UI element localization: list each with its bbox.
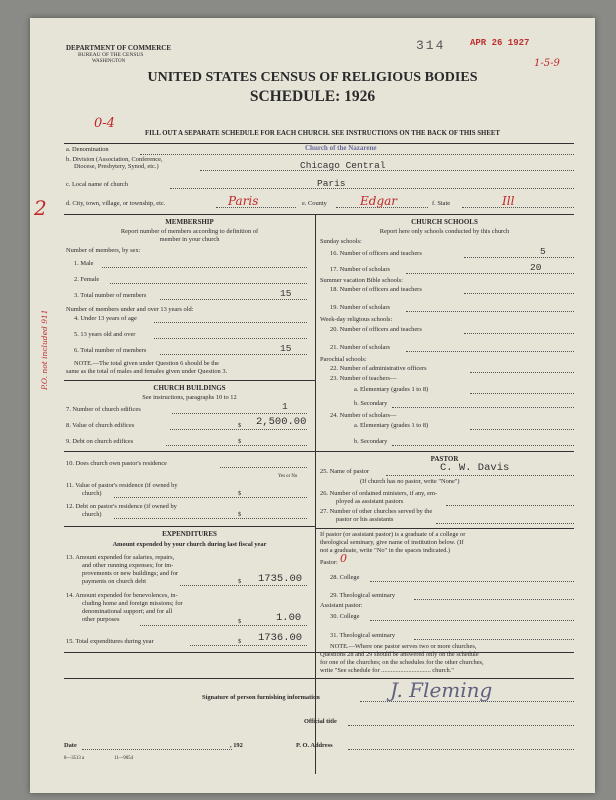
membership-intro-1: Report number of members according to definition of (120, 228, 259, 235)
pastor-heading: PASTOR (430, 455, 459, 463)
q26-line (446, 505, 574, 506)
q11-line (114, 497, 307, 498)
q24b-label: b. Secondary (354, 438, 388, 445)
q14-label-2: cluding home and foreign missions; for (82, 600, 183, 607)
bottom-section-rule (64, 652, 574, 653)
date-line (82, 749, 232, 750)
stamp-date: APR 26 1927 (470, 38, 530, 48)
q16-line (464, 257, 574, 258)
q9-dollar: $ (238, 438, 242, 445)
bureau-label: BUREAU OF THE CENSUS (78, 52, 144, 58)
q27-line (436, 523, 574, 524)
pastor-note-2: Questions 28 and 29 should be answered only on the schedule (320, 651, 479, 658)
pastor-note-1: NOTE.—Where one pastor serves two or more churches, (330, 643, 477, 650)
schools-rule (315, 451, 574, 452)
q14-dollar: $ (238, 618, 242, 625)
q30-line (370, 620, 574, 621)
county-label: e. County (302, 200, 327, 207)
q13-label-3: provements or new buildings; and for (82, 570, 179, 577)
column-divider (315, 214, 316, 774)
graduate-note-1: If pastor (or assistant pastor) is a graduate of a college or (320, 531, 466, 538)
q23b-line (392, 407, 574, 408)
parochial-label: Parochial schools: (320, 356, 367, 363)
city-label: WASHINGTON (92, 59, 126, 64)
q17-label: 17. Number of scholars (330, 266, 390, 273)
date-label: Date (64, 742, 77, 749)
red-mark: 0-4 (94, 116, 115, 131)
schools-heading: CHURCH SCHOOLS (411, 218, 478, 226)
graduate-note-2: theological seminary, give name of institution below. (If (320, 539, 464, 546)
q18-line (464, 293, 574, 294)
footer-rule (64, 678, 574, 679)
q23a-label: a. Elementary (grades 1 to 8) (354, 386, 429, 393)
membership-note-1: NOTE.—The total given under Question 6 should be the (74, 360, 220, 367)
q17-line (406, 273, 574, 274)
q24a-line (470, 429, 574, 430)
q12-dollar: $ (238, 511, 242, 518)
q11-dollar: $ (238, 490, 242, 497)
local-name-label: c. Local name of church (66, 181, 128, 188)
division-line (200, 170, 574, 171)
q14-label-3: denominational support; and for all (82, 608, 173, 615)
q18-label: 18. Number of officers and teachers (330, 286, 422, 293)
q13-label-1: 13. Amount expended for salaries, repairs, (66, 554, 175, 561)
form-number: 8—3513 a (64, 756, 85, 761)
state-line (462, 207, 574, 208)
q13-line (180, 585, 307, 586)
q2-label: 2. Female (74, 276, 100, 283)
stamp-number: 314 (416, 38, 446, 53)
buildings-mid-rule (64, 451, 315, 452)
form-instruction: FILL OUT A SEPARATE SCHEDULE FOR EACH CHURCH. SEE INSTRUCTIONS ON THE BACK OF THIS SHEET (145, 130, 500, 137)
q25-value: C. W. Davis (440, 462, 510, 474)
summer-label: Summer vacation Bible schools: (320, 277, 403, 284)
q15-label: 15. Total expenditures during year (66, 638, 154, 645)
buildings-heading: CHURCH BUILDINGS (153, 384, 226, 392)
local-name-value: Paris (317, 178, 346, 189)
q14-label-1: 14. Amount expended for benevolences, in- (66, 592, 178, 599)
graduate-note-3: not a graduate, write "No" in the spaces indicated.) (320, 547, 451, 554)
pastor-note-4: write "See schedule for ............................... church." (320, 667, 454, 674)
q25-label: 25. Name of pastor (320, 468, 369, 475)
q24a-label: a. Elementary (grades 1 to 8) (354, 422, 429, 429)
q10-label: 10. Does church own pastor's residence (66, 460, 167, 467)
q11-label-1: 11. Value of pastor's residence (if owned by (66, 482, 178, 489)
pastor-mark: 0 (340, 552, 347, 565)
po-address-label: P. O. Address (296, 742, 333, 749)
membership-rule (64, 380, 315, 381)
q5-label: 5. 13 years old and over (74, 331, 136, 338)
q15-dollar: $ (238, 638, 242, 645)
q13-dollar: $ (238, 578, 242, 585)
q4-label: 4. Under 13 years of age (74, 315, 137, 322)
q21-line (406, 351, 574, 352)
stamp-marks: 1-5-9 (534, 58, 560, 69)
q27-label-1: 27. Number of other churches served by the (320, 508, 433, 515)
official-title-label: Official title (304, 718, 337, 725)
q6-line (160, 354, 307, 355)
pastor-note-3: for one of the churches; on the schedules for the other churches, (320, 659, 484, 666)
q9-line (166, 445, 307, 446)
q15-value: 1736.00 (258, 632, 303, 644)
year-suffix: , 192 (230, 742, 243, 749)
q25-line (386, 475, 574, 476)
yes-no-hint: Yes or No (278, 474, 298, 479)
q17-value: 20 (530, 262, 542, 273)
denomination-line (140, 154, 574, 155)
q7-value: 1 (282, 401, 288, 412)
q21-label: 21. Number of scholars (330, 344, 390, 351)
q13-label-2: and other running expenses; for im- (82, 562, 174, 569)
signature: J. Fleming (390, 678, 493, 702)
local-name-line (170, 188, 574, 189)
signature-label: Signature of person furnishing information (202, 694, 320, 701)
q4-line (154, 322, 307, 323)
q3-line (160, 299, 307, 300)
q12-line (114, 518, 307, 519)
q27-label-2: pastor or his assistants (336, 516, 394, 523)
official-title-line (348, 725, 574, 726)
q15-line (190, 645, 307, 646)
membership-intro-2: member in your church (159, 236, 220, 243)
q1-line (102, 267, 307, 268)
buildings-rule (64, 526, 315, 527)
q13-value: 1735.00 (258, 573, 303, 585)
state-label: f. State (432, 200, 451, 207)
q12-label-1: 12. Debt on pastor's residence (if owned by (66, 503, 177, 510)
margin-note: P.O. not included 911 (40, 309, 49, 390)
state-value: Ill (502, 194, 515, 208)
assistant-label: Assistant pastor: (320, 602, 363, 609)
q16-label: 16. Number of officers and teachers (330, 250, 422, 257)
city-value: Paris (228, 194, 259, 208)
membership-note-2: same as the total of males and females given under Question 3. (66, 368, 228, 375)
division-value: Chicago Central (300, 160, 386, 171)
schedule-title: SCHEDULE: 1926 (249, 88, 376, 105)
po-address-line (348, 749, 574, 750)
section-rule-top (64, 214, 574, 215)
county-value: Edgar (360, 194, 398, 208)
q28-line (370, 581, 574, 582)
pastor-sub-label: Pastor: (320, 559, 338, 566)
q29-line (414, 599, 574, 600)
q23b-label: b. Secondary (354, 400, 388, 407)
q26-label-1: 26. Number of ordained ministers, if any, em- (320, 490, 438, 497)
q22-label: 22. Number of administrative officers (330, 365, 427, 372)
expenditures-heading: EXPENDITURES (162, 530, 217, 538)
q22-line (470, 372, 574, 373)
q1-label: 1. Male (74, 260, 94, 267)
membership-heading: MEMBERSHIP (165, 218, 214, 226)
by-sex-label: Number of members, by sex: (66, 247, 141, 254)
q14-label-4: other purposes (82, 616, 120, 623)
q16-value: 5 (540, 246, 546, 257)
q20-label: 20. Number of officers and teachers (330, 326, 422, 333)
q9-label: 9. Debt on church edifices (66, 438, 134, 445)
q5-line (154, 338, 307, 339)
q13-label-4: payments on church debt (82, 578, 147, 585)
q19-label: 19. Number of scholars (330, 304, 390, 311)
q8-label: 8. Value of church edifices (66, 422, 135, 429)
q3-value: 15 (280, 288, 292, 299)
q29-label: 29. Theological seminary (330, 592, 396, 599)
q7-line (172, 413, 307, 414)
q25-note: (If church has no pastor, write "None") (360, 478, 460, 485)
q31-label: 31. Theological seminary (330, 632, 396, 639)
q8-value: 2,500.00 (256, 416, 307, 428)
q19-line (406, 311, 574, 312)
q24-label: 24. Number of scholars— (330, 412, 397, 419)
margin-number: 2 (34, 196, 47, 220)
q12-label-2: church) (82, 511, 102, 518)
q10-line (220, 467, 307, 468)
q8-line (170, 429, 307, 430)
denomination-value: Church of the Nazarene (305, 144, 377, 152)
q20-line (464, 333, 574, 334)
q6-label: 6. Total number of members (74, 347, 147, 354)
division-label-2: Diocese, Presbytery, Synod, etc.) (74, 163, 159, 170)
q23-label: 23. Number of teachers— (330, 375, 397, 382)
q30-label: 30. College (330, 613, 360, 620)
q14-value: 1.00 (276, 612, 302, 624)
q3-label: 3. Total number of members (74, 292, 147, 299)
schools-intro: Report here only schools conducted by this church (379, 228, 510, 235)
q14-line (140, 625, 307, 626)
q28-label: 28. College (330, 574, 360, 581)
buildings-sub: See instructions, paragraphs 10 to 12 (142, 394, 237, 401)
city-label-field: d. City, town, village, or township, etc. (66, 200, 166, 207)
q31-line (414, 639, 574, 640)
sunday-label: Sunday schools: (320, 238, 362, 245)
pastor-rule (315, 528, 574, 529)
age-intro: Number of members under and over 13 years old: (66, 306, 194, 313)
weekday-label: Week-day religious schools: (320, 316, 393, 323)
q23a-line (470, 393, 574, 394)
print-number: 11—9054 (114, 756, 134, 761)
expenditures-intro: Amount expended by your church during last fiscal year (112, 541, 267, 548)
q2-line (110, 283, 307, 284)
q7-label: 7. Number of church edifices (66, 406, 141, 413)
q11-label-2: church) (82, 490, 102, 497)
q24b-line (392, 445, 574, 446)
census-schedule-page (30, 18, 595, 793)
denomination-label: a. Denomination (66, 146, 109, 153)
division-label-1: b. Division (Association, Conference, (66, 156, 163, 163)
q6-value: 15 (280, 343, 292, 354)
department-label: DEPARTMENT OF COMMERCE (66, 44, 172, 52)
form-title: UNITED STATES CENSUS OF RELIGIOUS BODIES (147, 70, 478, 85)
q8-dollar: $ (238, 422, 242, 429)
q26-label-2: ployed as assistant pastors (336, 498, 404, 505)
